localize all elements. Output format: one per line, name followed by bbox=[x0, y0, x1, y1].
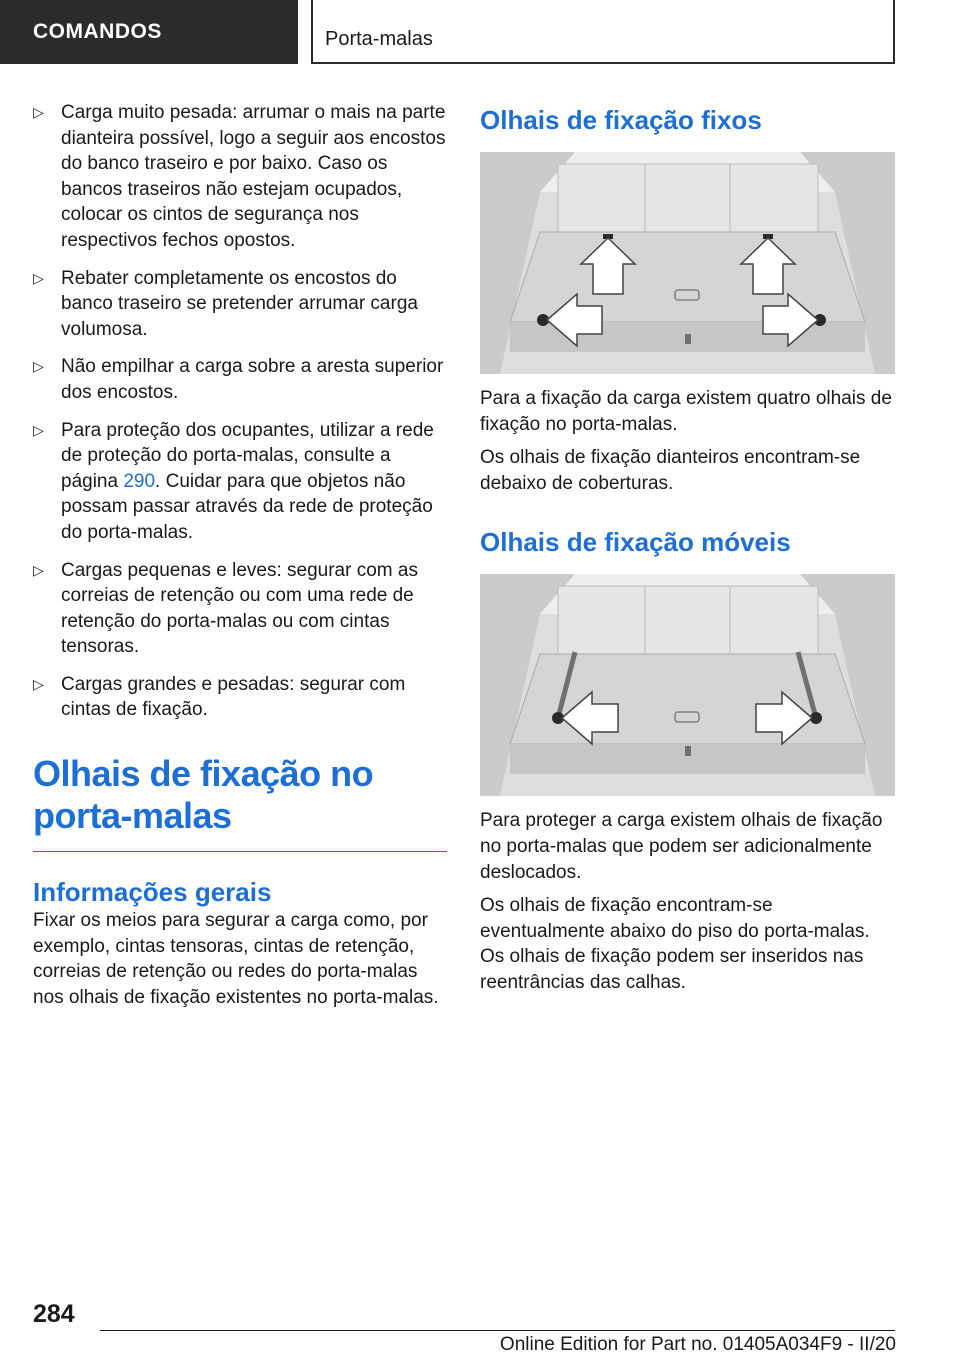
fixed-eyes-heading: Olhais de fixação fixos bbox=[480, 105, 762, 135]
page-number: 284 bbox=[33, 1300, 75, 1328]
footer-divider bbox=[100, 1330, 895, 1331]
movable-eyes-text-2: Os olhais de fixação encontram-se eventualmente abaixo do piso do porta-malas. Os olhais de fixação podem ser inseridos nas reentrâncias das calhas. bbox=[480, 895, 870, 993]
right-column bbox=[480, 100, 895, 1004]
triangle-bullet-icon: ▷ bbox=[33, 561, 44, 578]
trunk-illustration-movable bbox=[480, 574, 895, 796]
triangle-bullet-icon: ▷ bbox=[33, 675, 44, 692]
triangle-bullet-icon: ▷ bbox=[33, 421, 44, 438]
fixed-eyes-text-1: Para a fixação da carga existem quatro olhais de fixação no porta-malas. bbox=[480, 388, 892, 435]
movable-eyes-heading: Olhais de fixação móveis bbox=[480, 527, 791, 558]
trunk-fixed-eyes-figure bbox=[480, 152, 895, 374]
section-heading: Olhais de fixação no porta-malas bbox=[33, 753, 374, 837]
general-info-heading: Informações gerais bbox=[33, 877, 272, 908]
list-item: ▷ Cargas pequenas e leves: segurar com as correias de retenção ou com uma rede de retenção do porta-malas ou com cintas tensoras. bbox=[33, 559, 418, 658]
triangle-bullet-icon: ▷ bbox=[33, 104, 44, 120]
list-item: ▷ Cargas grandes e pesadas: segurar com cintas de fixação. bbox=[33, 673, 406, 721]
heading-divider bbox=[33, 851, 447, 852]
movable-eyes-text-1: Para proteger a carga existem olhais de fixação no porta-malas que podem ser adicionalmente deslocados. bbox=[480, 810, 883, 883]
trunk-movable-eyes-figure bbox=[480, 574, 895, 796]
loading-bullet-list bbox=[33, 100, 447, 723]
triangle-bullet-icon: ▷ bbox=[33, 269, 44, 286]
chapter-header bbox=[311, 0, 895, 64]
left-column bbox=[33, 100, 447, 1018]
chapter-title: Porta-malas bbox=[325, 28, 433, 50]
section-title: COMANDOS bbox=[33, 20, 162, 43]
edition-note: Online Edition for Part no. 01405A034F9 - II/20 bbox=[499, 1334, 896, 1355]
list-item: ▷ Rebater completamente os encostos do banco traseiro se pretender arrumar carga volumosa. bbox=[33, 267, 418, 340]
list-item: ▷ Não empilhar a carga sobre a aresta superior dos encostos. bbox=[33, 356, 444, 403]
fixed-eyes-text-2: Os olhais de fixação dianteiros encontram-se debaixo de coberturas. bbox=[480, 447, 861, 494]
trunk-illustration-fixed bbox=[480, 152, 895, 374]
general-info-text: Fixar os meios para segurar a carga como, por exemplo, cintas tensoras, cintas de retenção, correias de retenção ou redes do porta-malas nos olhais de fixação existentes no porta-malas. bbox=[33, 910, 439, 1008]
list-item: ▷ Para proteção dos ocupantes, utilizar a rede de proteção do porta-malas, consulte a página 290. Cuidar para que objetos não possam passar através da rede de proteção do porta-malas. bbox=[33, 419, 434, 543]
page-link[interactable]: 290 bbox=[123, 470, 156, 492]
section-tab bbox=[0, 0, 298, 64]
triangle-bullet-icon: ▷ bbox=[33, 358, 44, 375]
list-item: ▷ Carga muito pesada: arrumar o mais na parte dianteira possível, logo a seguir aos encostos do banco traseiro e por baixo. Caso os bancos traseiros não estejam ocupados, colocar os cintos de segurança nos respectivos fechos opostos. bbox=[33, 102, 446, 251]
